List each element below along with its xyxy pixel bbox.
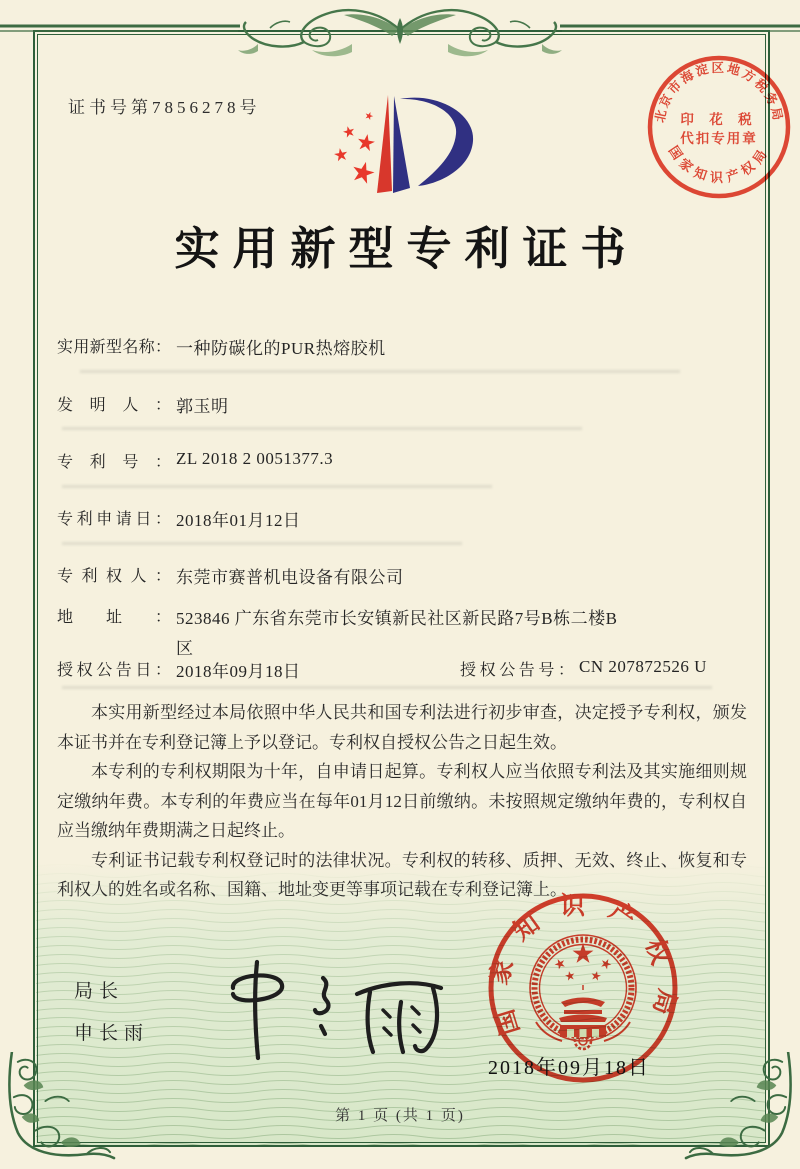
- certificate-title: 实用新型专利证书: [174, 224, 639, 274]
- page-number: 第 1 页 (共 1 页): [335, 1108, 465, 1124]
- field-label: 发明人：: [57, 397, 171, 414]
- field-label: 授权公告号：: [460, 662, 574, 679]
- tax-stamp-icon: [639, 47, 799, 207]
- field-value: 一种防碳化的PUR热熔胶机: [176, 339, 386, 358]
- signature-icon: [205, 952, 445, 1067]
- field-value: 2018年09月18日: [176, 662, 301, 681]
- field-row-grant: [57, 657, 757, 682]
- field-value: CN 207872526 U: [579, 657, 707, 676]
- seal-date: 2018年09月18日: [488, 1057, 650, 1079]
- field-value: 523846 广东省东莞市长安镇新民社区新民路7号B栋二楼B区: [176, 609, 618, 658]
- certificate-number: 证书号第7856278号: [68, 98, 261, 117]
- national-emblem-icon: [530, 935, 636, 1049]
- legal-paragraph: 本专利的专利权期限为十年，自申请日起算。专利权人应当依照专利法及其实施细则规定缴纳年费。本专利的年费应当在每年01月12日前缴纳。未按照规定缴纳年费的，专利权自应当缴纳年费期满之日起终止。: [57, 762, 747, 840]
- field-value: 东莞市赛普机电设备有限公司: [176, 568, 404, 587]
- field-value: ZL 2018 2 0051377.3: [176, 449, 334, 468]
- field-row-patent-number: [57, 449, 333, 472]
- field-label: 授权公告日：: [57, 662, 171, 679]
- field-value: 郭玉明: [176, 397, 229, 416]
- field-row-address: [57, 604, 628, 664]
- field-row-inventor: [57, 392, 229, 417]
- field-row-utility-model-name: [57, 334, 386, 359]
- patent-logo-icon: [330, 86, 490, 218]
- field-label: 专利申请日：: [57, 511, 171, 528]
- field-label: 专利号：: [57, 454, 171, 471]
- legal-text: [57, 698, 747, 905]
- grant-number-group: [460, 657, 707, 680]
- legal-paragraph: 本实用新型经过本局依照中华人民共和国专利法进行初步审查，决定授予专利权，颁发本证书并在专利登记簿上予以登记。专利权自授权公告之日起生效。: [57, 703, 747, 752]
- field-value: 2018年01月12日: [176, 511, 301, 530]
- svg-text:国家知识产权局: 国家知识产权局: [485, 893, 681, 1038]
- field-row-filing-date: [57, 506, 301, 531]
- field-row-patentee: [57, 563, 404, 588]
- officer-title: 局长: [74, 981, 125, 1002]
- officer-name: 申长雨: [74, 1023, 150, 1044]
- field-label: 地址：: [57, 609, 171, 626]
- field-label: 实用新型名称：: [57, 339, 171, 356]
- svg-text:印 花 税: 印 花 税: [680, 112, 758, 127]
- svg-text:国家知识产权局: 国家知识产权局: [665, 143, 773, 185]
- legal-paragraph: 专利证书记载专利权登记时的法律状况。专利权的转移、质押、无效、终止、恢复和专利权人的姓名或名称、国籍、地址变更等事项记载在专利登记簿上。: [57, 850, 747, 899]
- field-label: 专利权人：: [57, 568, 171, 585]
- svg-text:北京市海淀区地方税务局: 北京市海淀区地方税务局: [652, 60, 786, 124]
- svg-text:代扣专用章: 代扣专用章: [680, 131, 758, 146]
- grant-date-group: [57, 662, 301, 681]
